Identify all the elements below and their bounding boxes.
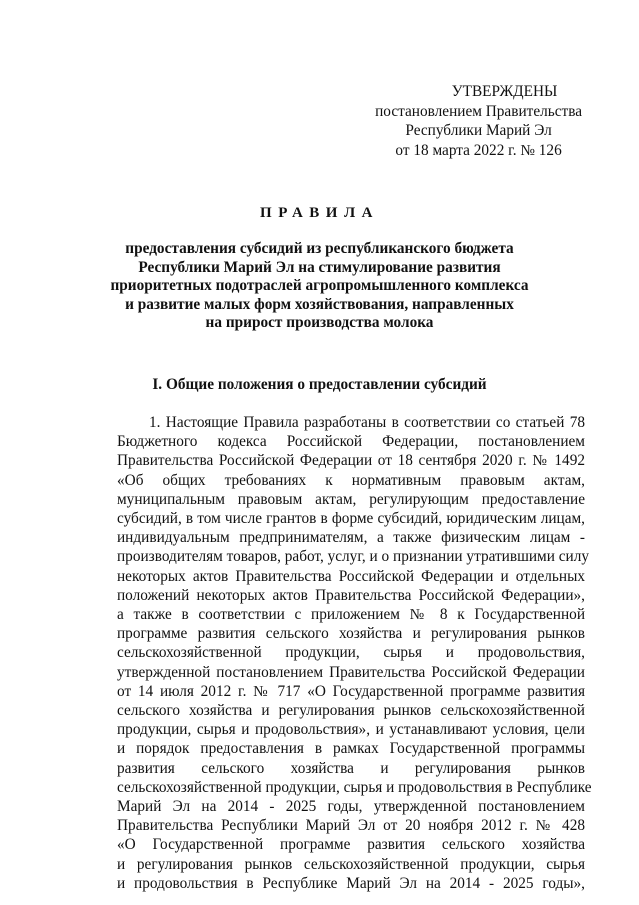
approval-date-line: от 18 марта 2022 г. № 126 [395,141,562,159]
paragraph-line: и порядок предоставления в рамках Государственной программы [117,740,585,758]
paragraph-line: Правительства Республики Марий Эл от 20 ноября 2012 г. № 428 [117,817,585,835]
subtitle-line: и развитие малых форм хозяйствования, направленных [125,295,514,313]
paragraph-line: Правительства Российской Федерации от 18 сентября 2020 г. № 1492 [117,452,585,470]
paragraph-line: муниципальным правовым актам, регулирующим предоставление [117,490,585,508]
paragraph-line: субсидий, в том числе грантов в форме субсидий, юридическим лицам, [117,510,585,528]
subtitle-line: Республики Марий Эл на стимулирование развития [138,258,501,276]
paragraph-line: развития сельского хозяйства и регулирования рынков [117,759,585,777]
paragraph-line: сельскохозяйственной продукции, сырья и продовольствия, [117,644,585,662]
paragraph-line: положений некоторых актов Правительства Российской Федерации», [117,586,585,604]
approval-line: постановлением Правительства [375,102,582,120]
approval-heading: УТВЕРЖДЕНЫ [451,83,558,100]
paragraph-line: производителям товаров, работ, услуг, и о признании утратившими силу [117,548,590,566]
paragraph-line: и продовольствия в Республике Марий Эл на 2014 - 2025 годы», [117,874,585,892]
paragraph-1 [117,413,592,893]
paragraph-line: 1. Настоящие Правила разработаны в соответствии со статьей 78 [149,414,585,431]
paragraph-line: от 14 июля 2012 г. № 717 «О Государственной программе развития [117,682,585,700]
approval-stamp [375,82,582,160]
paragraph-line: продукции, сырья и продовольствия», и устанавливают условия, цели [117,721,585,739]
paragraph-line: и регулирования рынков сельскохозяйственной продукции, сырья [117,855,585,873]
subtitle-line: на прирост производства молока [205,314,434,331]
document-title: ПРАВИЛА [260,205,379,221]
paragraph-line: сельского хозяйства и регулирования рынков сельскохозяйственной [117,702,585,720]
paragraph-line: утвержденной постановлением Правительства Российской Федерации [117,663,585,681]
paragraph-line: индивидуальным предпринимателям, а также физическим лицам - [117,529,585,547]
subtitle-line: приоритетных подотраслей агропромышленного комплекса [110,277,529,294]
paragraph-line: «Об общих требованиях к нормативным правовым актам, [117,471,585,489]
paragraph-line: «О Государственной программе развития сельского хозяйства [117,836,585,854]
subtitle-line: предоставления субсидий из республиканского бюджета [125,240,514,257]
document-subtitle [0,240,639,333]
paragraph-line: программе развития сельского хозяйства и регулирования рынков [117,625,585,643]
paragraph-line: сельскохозяйственной продукции, сырья и продовольствия в Республике [117,778,592,796]
approval-line: Республики Марий Эл [405,122,552,139]
paragraph-line: а также в соответствии с приложением № 8 к Государственной [117,606,585,624]
section-heading: I. Общие положения о предоставлении субсидий [152,376,487,393]
paragraph-line: некоторых актов Правительства Российской Федерации и отдельных [117,567,585,585]
paragraph-line: Марий Эл на 2014 - 2025 годы, утвержденной постановлением [117,798,585,816]
paragraph-line: Бюджетного кодекса Российской Федерации, постановлением [117,433,585,451]
